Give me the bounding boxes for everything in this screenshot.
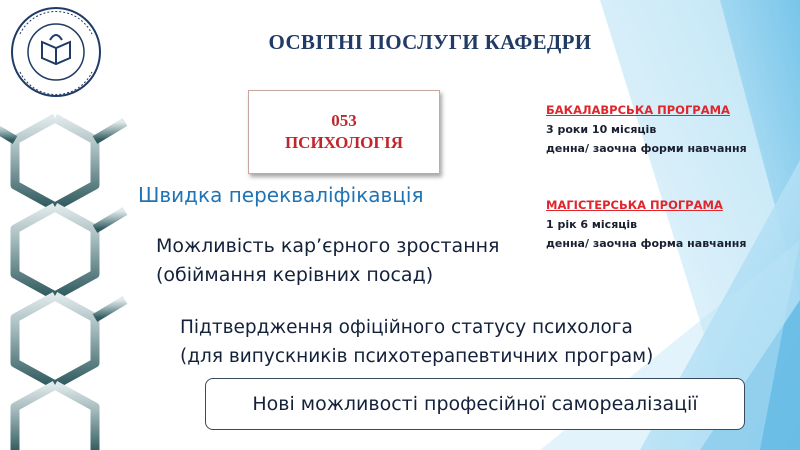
master-title: МАГІСТЕРСЬКА ПРОГРАМА <box>546 198 723 212</box>
bachelor-program <box>546 101 747 158</box>
point-selfrealization-box <box>205 378 745 430</box>
specialty-code: 053 <box>331 111 357 130</box>
master-duration: 1 рік 6 місяців <box>546 218 638 231</box>
specialty-box <box>248 90 440 174</box>
bachelor-duration: 3 роки 10 місяців <box>546 123 657 136</box>
point-status-line1: Підтвердження офіційного статусу психолога <box>180 317 633 338</box>
point-career-line2: (обіймання керівних посад) <box>156 264 434 286</box>
point-retraining: Швидка перекваліфікавція <box>138 183 424 207</box>
specialty-name: ПСИХОЛОГІЯ <box>284 133 404 152</box>
point-career-line1: Можливість кар’єрного зростання <box>156 235 500 257</box>
bachelor-form: денна/ заочна форми навчання <box>546 142 747 155</box>
university-logo <box>6 4 106 100</box>
bachelor-title: БАКАЛАВРСЬКА ПРОГРАМА <box>546 103 730 117</box>
point-selfrealization: Нові можливості професійної самореалізації <box>252 393 698 415</box>
point-status <box>180 313 653 371</box>
point-career <box>156 232 499 290</box>
point-status-line2: (для випускників психотерапевтичних програм) <box>180 346 654 367</box>
master-program <box>546 196 746 253</box>
master-form: денна/ заочна форма навчання <box>546 237 747 250</box>
page-title: ОСВІТНІ ПОСЛУГИ КАФЕДРИ <box>268 30 592 54</box>
